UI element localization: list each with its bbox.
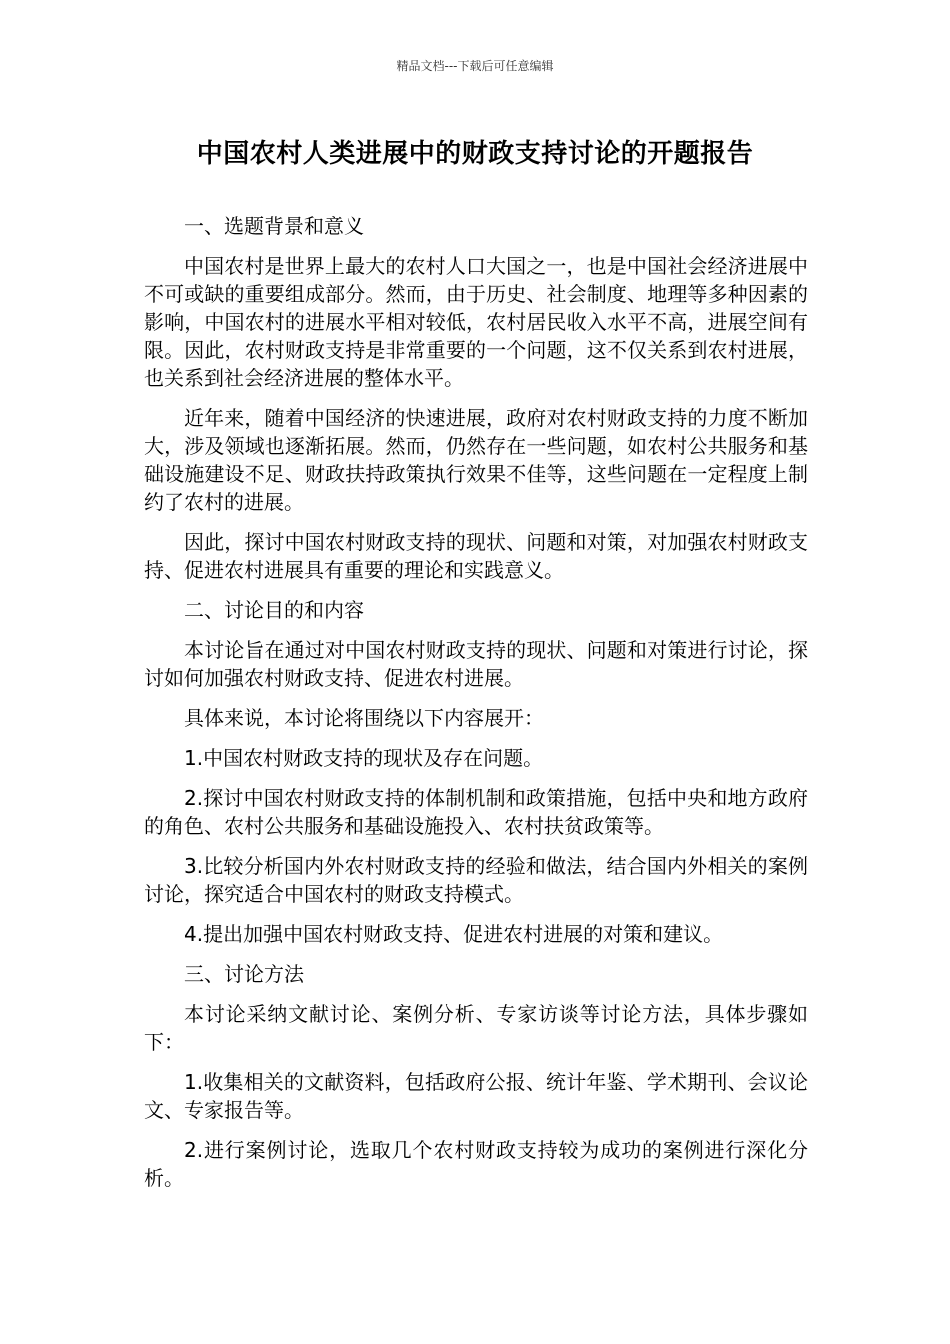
list-item: 3.比较分析国内外农村财政支持的经验和做法，结合国内外相关的案例讨论，探究适合中国农村的财政支持模式。 (144, 854, 808, 906)
list-item: 1.中国农村财政支持的现状及存在问题。 (184, 746, 544, 770)
header-note: 精品文档---下载后可任意编辑 (396, 59, 554, 73)
body-paragraph: 本讨论采纳文献讨论、案例分析、专家访谈等讨论方法，具体步骤如下： (144, 1002, 808, 1054)
body-paragraph: 因此，探讨中国农村财政支持的现状、问题和对策，对加强农村财政支持、促进农村进展具有重要的理论和实践意义。 (144, 530, 808, 582)
section-heading-background: 一、选题背景和意义 (184, 214, 364, 238)
document-title: 中国农村人类进展中的财政支持讨论的开题报告 (196, 139, 754, 169)
list-item: 2.进行案例讨论，选取几个农村财政支持较为成功的案例进行深化分析。 (144, 1138, 808, 1190)
document-body (144, 212, 808, 1204)
section-heading-method: 三、讨论方法 (184, 962, 304, 986)
body-paragraph: 中国农村是世界上最大的农村人口大国之一，也是中国社会经济进展中不可或缺的重要组成部分。然而，由于历史、社会制度、地理等多种因素的影响，中国农村的进展水平相对较低，农村居民收入水平不高，进展空间有限。因此，农村财政支持是非常重要的一个问题，这不仅关系到农村进展，也关系到社会经济进展的整体水平。 (144, 254, 808, 390)
list-item: 4.提出加强中国农村财政支持、促进农村进展的对策和建议。 (184, 922, 724, 946)
body-paragraph: 具体来说，本讨论将围绕以下内容展开： (184, 706, 544, 730)
list-item: 1.收集相关的文献资料，包括政府公报、统计年鉴、学术期刊、会议论文、专家报告等。 (144, 1070, 808, 1122)
list-item: 2.探讨中国农村财政支持的体制机制和政策措施，包括中央和地方政府的角色、农村公共服务和基础设施投入、农村扶贫政策等。 (144, 786, 808, 838)
body-paragraph: 本讨论旨在通过对中国农村财政支持的现状、问题和对策进行讨论，探讨如何加强农村财政支持、促进农村进展。 (144, 638, 808, 690)
body-paragraph: 近年来，随着中国经济的快速进展，政府对农村财政支持的力度不断加大，涉及领域也逐渐拓展。然而，仍然存在一些问题，如农村公共服务和基础设施建设不足、财政扶持政策执行效果不佳等，这些问题在一定程度上制约了农村的进展。 (144, 406, 808, 514)
section-heading-purpose: 二、讨论目的和内容 (184, 598, 364, 622)
